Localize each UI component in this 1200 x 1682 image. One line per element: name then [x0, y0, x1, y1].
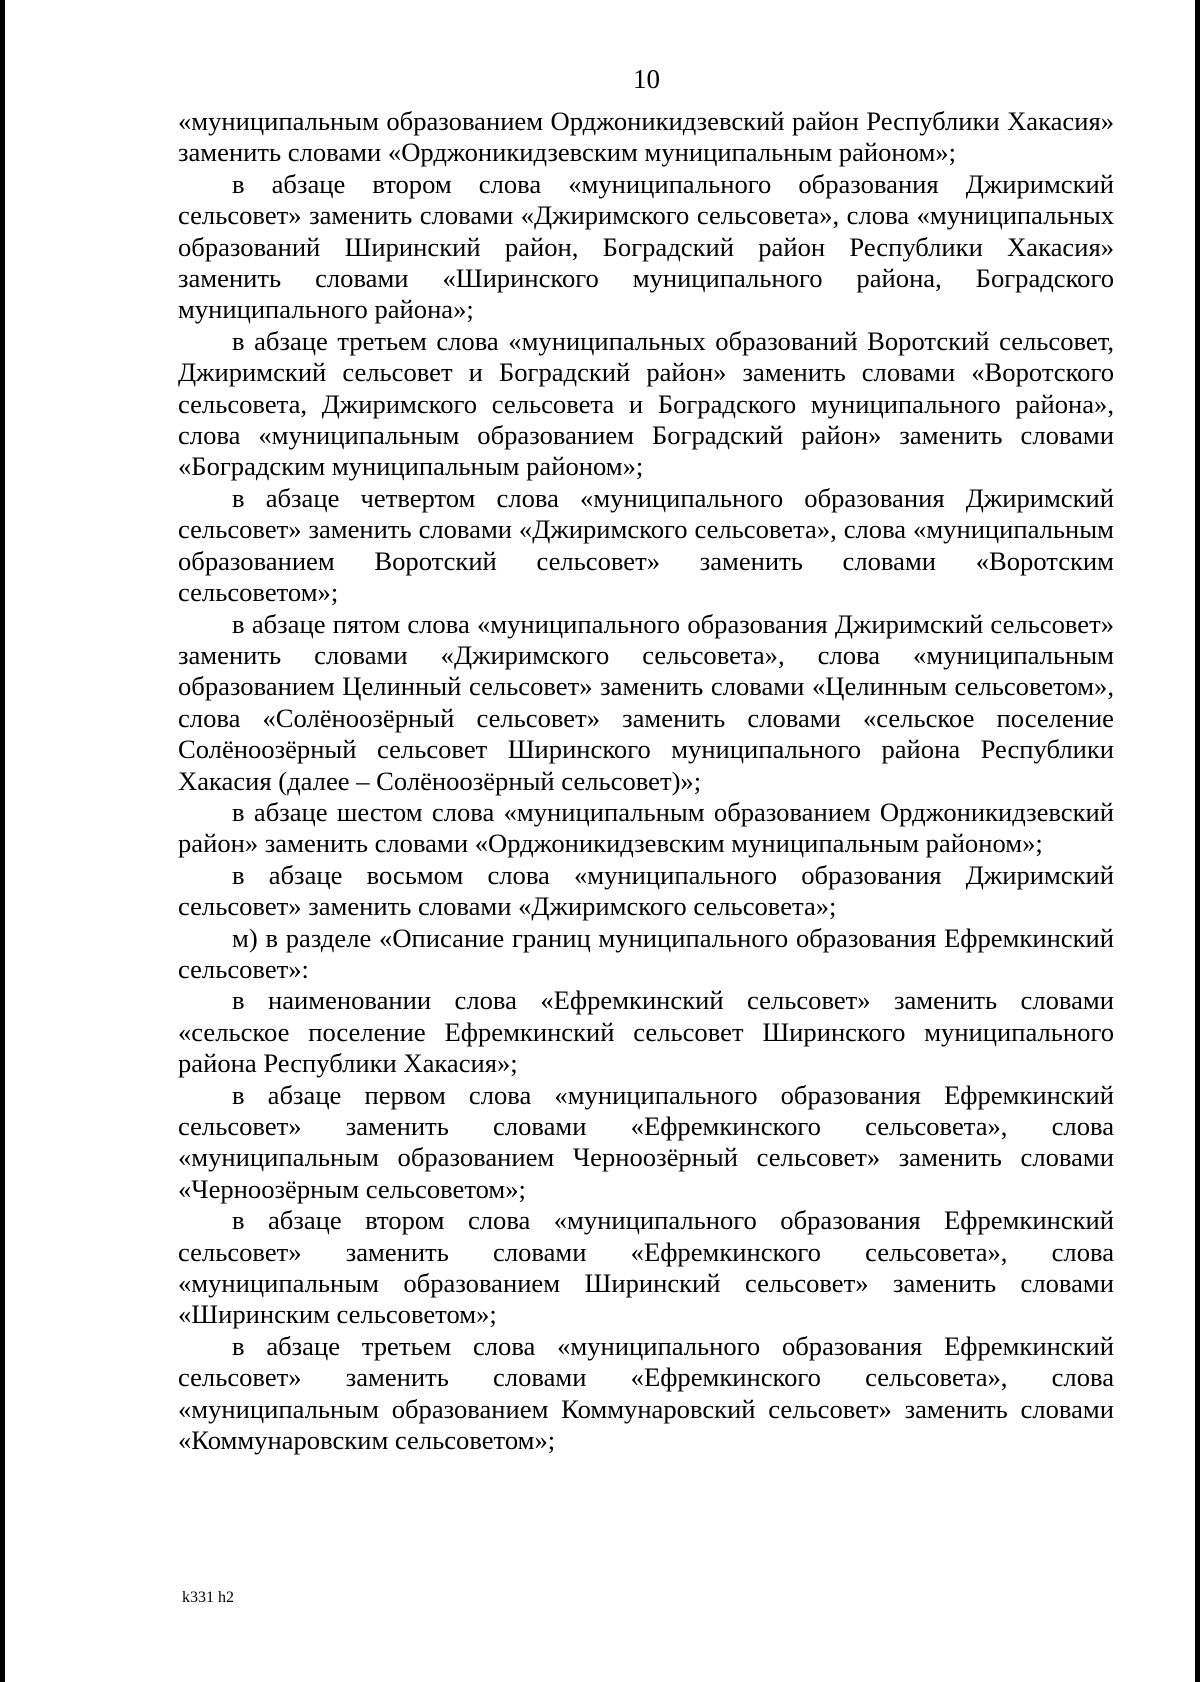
paragraph: в абзаце первом слова «муниципального образования Ефремкинский сельсовет» заменить словами «Ефремкинского сельсовета», слова «муниципальным образованием Черноозёрный сельсовет» заменить словами «Черноозёрным сельсоветом»;	[178, 1079, 1114, 1204]
paragraph: в абзаце втором слова «муниципального образования Ефремкинский сельсовет» заменить словами «Ефремкинского сельсовета», слова «муниципальным образованием Ширинский сельсовет» заменить словами «Ширинским сельсоветом»;	[178, 1205, 1114, 1330]
footer-document-code: k331 h2	[182, 1589, 234, 1606]
paragraph: в абзаце четвертом слова «муниципального образования Джиримский сельсовет» заменить словами «Джиримского сельсовета», слова «муниципальным образованием Воротский сельсовет» заменить словами «Воротским сельсоветом»;	[178, 482, 1114, 608]
page-number: 10	[633, 64, 660, 94]
paragraph: в абзаце шестом слова «муниципальным образованием Орджоникидзевский район» заменить словами «Орджоникидзевским муниципальным районом»;	[178, 796, 1114, 859]
document-body	[178, 106, 1114, 1456]
paragraph-section-item: м) в разделе «Описание границ муниципального образования Ефремкинский сельсовет»:	[178, 922, 1114, 984]
scan-edge-left	[0, 0, 5, 1682]
scan-edge-right	[1195, 0, 1200, 1682]
paragraph-continuation: «муниципальным образованием Орджоникидзевский район Республики Хакасия» заменить словами «Орджоникидзевским муниципальным районом»;	[178, 106, 1114, 168]
paragraph: в абзаце третьем слова «муниципального образования Ефремкинский сельсовет» заменить словами «Ефремкинского сельсовета», слова «муниципальным образованием Коммунаровский сельсовет» заменить словами «Коммунаровским сельсоветом»;	[178, 1330, 1114, 1456]
paragraph: в абзаце пятом слова «муниципального образования Джиримский сельсовет» заменить словами «Джиримского сельсовета», слова «муниципальным образованием Целинный сельсовет» заменить словами «Целинным сельсоветом», слова «Солёноозёрный сельсовет» заменить словами «сельское поселение Солёноозёрный сельсовет Ширинского муниципального района Республики Хакасия (далее – Солёноозёрный сельсовет)»;	[178, 608, 1114, 796]
paragraph: в абзаце третьем слова «муниципальных образований Воротский сельсовет, Джиримский сельсовет и Боградский район» заменить словами «Воротского сельсовета, Джиримского сельсовета и Боградского муниципального района», слова «муниципальным образованием Боградский район» заменить словами «Боградским муниципальным районом»;	[178, 325, 1114, 482]
paragraph: в абзаце восьмом слова «муниципального образования Джиримский сельсовет» заменить словами «Джиримского сельсовета»;	[178, 859, 1114, 922]
paragraph: в абзаце втором слова «муниципального образования Джиримский сельсовет» заменить словами «Джиримского сельсовета», слова «муниципальных образований Ширинский район, Боградский район Республики Хакасия» заменить словами «Ширинского муниципального района, Боградского муниципального района»;	[178, 168, 1114, 325]
paragraph: в наименовании слова «Ефремкинский сельсовет» заменить словами «сельское поселение Ефремкинский сельсовет Ширинского муниципального района Республики Хакасия»;	[178, 985, 1114, 1079]
